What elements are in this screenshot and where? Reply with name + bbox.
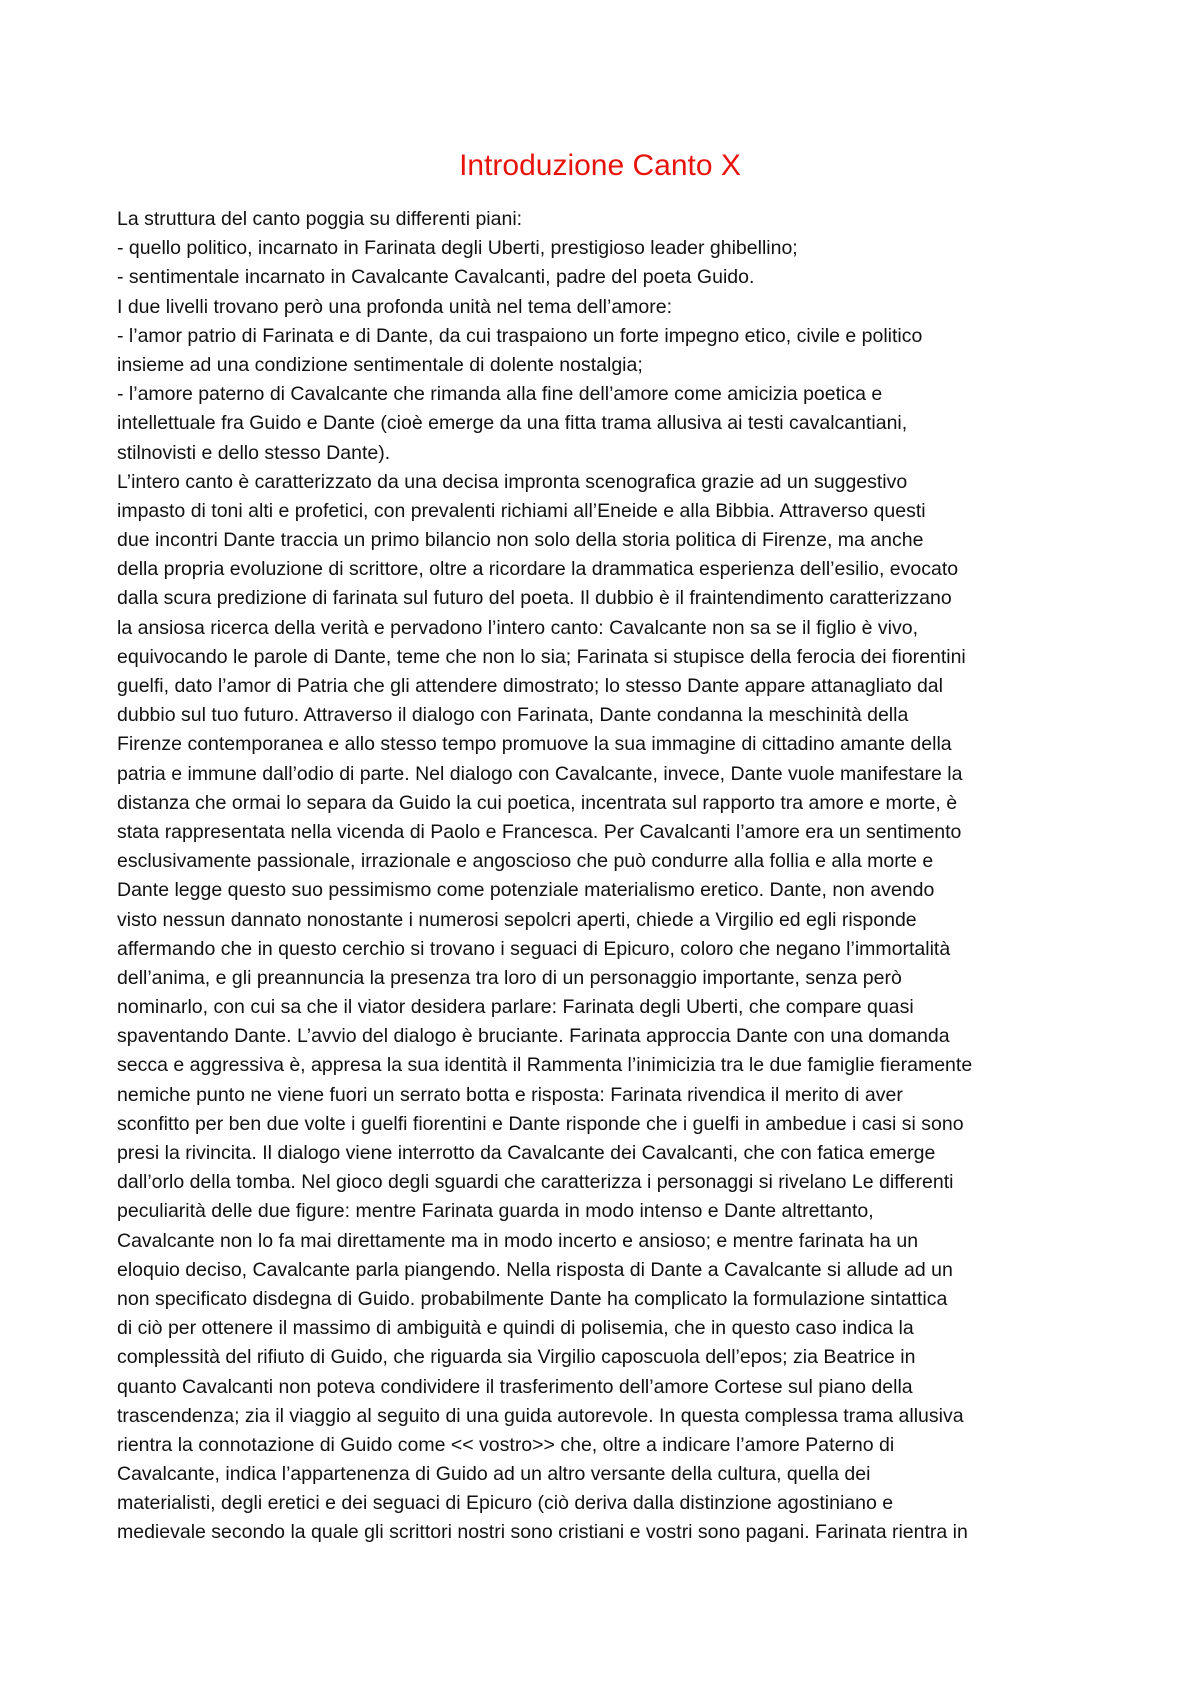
paragraph-line: secca e aggressiva è, appresa la sua identità il Rammenta l’inimicizia tra le due famiglie fieramente	[117, 1054, 973, 1077]
paragraph-line: materialisti, degli eretici e dei seguaci di Epicuro (ciò deriva dalla distinzione agostiniano e	[117, 1492, 894, 1515]
paragraph-line: stilnovisti e dello stesso Dante).	[117, 441, 391, 464]
paragraph-line: Cavalcante non lo fa mai direttamente ma in modo incerto e ansioso; e mentre farinata ha un	[117, 1229, 919, 1252]
paragraph-line: - l’amore paterno di Cavalcante che rimanda alla fine dell’amore come amicizia poetica e	[117, 383, 883, 406]
paragraph-line: patria e immune dall’odio di parte. Nel dialogo con Cavalcante, invece, Dante vuole manifestare la	[117, 762, 963, 785]
paragraph-line: spaventando Dante. L’avvio del dialogo è bruciante. Farinata approccia Dante con una domanda	[117, 1025, 950, 1048]
paragraph-line: Firenze contemporanea e allo stesso tempo promuove la sua immagine di cittadino amante della	[117, 733, 952, 756]
paragraph-line: distanza che ormai lo separa da Guido la cui poetica, incentrata sul rapporto tra amore e morte, è	[117, 791, 958, 814]
paragraph-line: di ciò per ottenere il massimo di ambiguità e quindi di polisemia, che in questo caso indica la	[117, 1317, 914, 1340]
paragraph-line: medievale secondo la quale gli scrittori nostri sono cristiani e vostri sono pagani. Farinata rientra in	[117, 1521, 968, 1544]
document-title: Introduzione Canto X	[459, 149, 741, 182]
paragraph-line: complessità del rifiuto di Guido, che riguarda sia Virgilio caposcuola dell’epos; zia Beatrice in	[117, 1346, 916, 1369]
paragraph-line: peculiarità delle due figure: mentre Farinata guarda in modo intenso e Dante altrettanto,	[117, 1200, 874, 1223]
paragraph-line: dubbio sul tuo futuro. Attraverso il dialogo con Farinata, Dante condanna la meschinità della	[117, 704, 909, 727]
paragraph-line: della propria evoluzione di scrittore, oltre a ricordare la drammatica esperienza dell’esilio, evocato	[117, 558, 959, 581]
paragraph-line: la ansiosa ricerca della verità e pervadono l’intero canto: Cavalcante non sa se il figlio è vivo,	[117, 616, 919, 639]
paragraph-line: nominarlo, con cui sa che il viator desidera parlare: Farinata degli Uberti, che compare quasi	[117, 996, 914, 1019]
paragraph-line: L’intero canto è caratterizzato da una decisa impronta scenografica grazie ad un suggestivo	[117, 470, 908, 493]
paragraph-line: presi la rivincita. Il dialogo viene interrotto da Cavalcante dei Cavalcanti, che con fatica emerge	[117, 1142, 936, 1164]
paragraph-line: due incontri Dante traccia un primo bilancio non solo della storia politica di Firenze, ma anche	[117, 529, 924, 552]
paragraph-line: quanto Cavalcanti non poteva condividere il trasferimento dell’amore Cortese sul piano della	[117, 1375, 913, 1398]
paragraph-line: - sentimentale incarnato in Cavalcante Cavalcanti, padre del poeta Guido.	[117, 266, 755, 289]
paragraph-line: dalla scura predizione di farinata sul futuro del poeta. Il dubbio è il fraintendimento caratterizzano	[117, 587, 952, 610]
paragraph-line: - l’amor patrio di Farinata e di Dante, da cui traspaiono un forte impegno etico, civile e politico	[117, 324, 923, 347]
paragraph-line: sconfitto per ben due volte i guelfi fiorentini e Dante risponde che i guelfi in ambedue i casi si sono	[117, 1112, 964, 1135]
paragraph-line: insieme ad una condizione sentimentale di dolente nostalgia;	[117, 353, 643, 376]
paragraph-line: esclusivamente passionale, irrazionale e angoscioso che può condurre alla follia e alla morte e	[117, 850, 934, 873]
paragraph-line: trascendenza; zia il viaggio al seguito di una guida autorevole. In questa complessa trama allusiva	[117, 1404, 964, 1427]
paragraph-line: guelfi, dato l’amor di Patria che gli attendere dimostrato; lo stesso Dante appare attanagliato dal	[117, 675, 943, 697]
paragraph-line: stata rappresentata nella vicenda di Paolo e Francesca. Per Cavalcanti l’amore era un sentimento	[117, 820, 962, 843]
paragraph-line: Dante legge questo suo pessimismo come potenziale materialismo eretico. Dante, non avendo	[117, 879, 935, 902]
paragraph-line: I due livelli trovano però una profonda unità nel tema dell’amore:	[117, 295, 673, 318]
paragraph-line: nemiche punto ne viene fuori un serrato botta e risposta: Farinata rivendica il merito di aver	[117, 1083, 903, 1106]
paragraph-line: visto nessun dannato nonostante i numerosi sepolcri aperti, chiede a Virgilio ed egli risponde	[117, 908, 917, 931]
document-body	[117, 205, 1102, 1548]
paragraph-line: rientra la connotazione di Guido come << vostro>> che, oltre a indicare l’amore Paterno di	[117, 1433, 895, 1456]
paragraph-line: affermando che in questo cerchio si trovano i seguaci di Epicuro, coloro che negano l’immortalità	[117, 937, 951, 960]
paragraph-line: La struttura del canto poggia su differenti piani:	[117, 208, 523, 230]
paragraph-line: eloquio deciso, Cavalcante parla piangendo. Nella risposta di Dante a Cavalcante si allude ad un	[117, 1258, 953, 1281]
paragraph-line: dell’anima, e gli preannuncia la presenza tra loro di un personaggio importante, senza però	[117, 966, 902, 989]
paragraph-line: Cavalcante, indica l’appartenenza di Guido ad un altro versante della cultura, quella dei	[117, 1463, 871, 1486]
paragraph-line: equivocando le parole di Dante, teme che non lo sia; Farinata si stupisce della ferocia dei fiorentini	[117, 645, 966, 668]
paragraph-line: dall’orlo della tomba. Nel gioco degli sguardi che caratterizza i personaggi si rivelano Le differenti	[117, 1171, 954, 1194]
paragraph-line: non specificato disdegna di Guido. probabilmente Dante ha complicato la formulazione sintattica	[117, 1287, 948, 1310]
paragraph-line: intellettuale fra Guido e Dante (cioè emerge da una fitta trama allusiva ai testi cavalcantiani,	[117, 412, 908, 435]
paragraph-line: - quello politico, incarnato in Farinata degli Uberti, prestigioso leader ghibellino;	[117, 237, 798, 260]
paragraph-line: impasto di toni alti e profetici, con prevalenti richiami all’Eneide e alla Bibbia. Attraverso questi	[117, 499, 926, 522]
